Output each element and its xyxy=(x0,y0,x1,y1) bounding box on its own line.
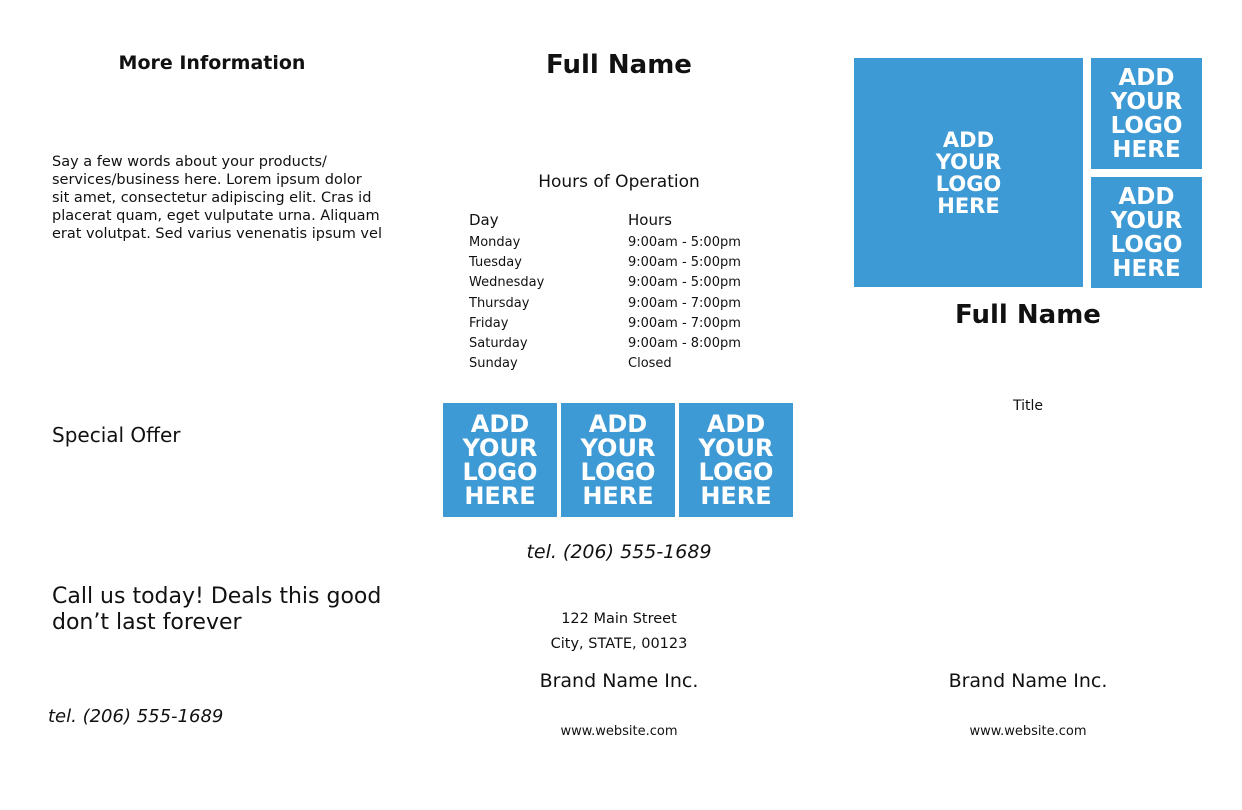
hours-day: Tuesday xyxy=(469,255,522,271)
hours-day: Saturday xyxy=(469,335,528,351)
street-address: 122 Main Street xyxy=(561,611,677,627)
hours-time: Closed xyxy=(628,356,672,372)
logo-placeholder-text: ADD YOUR LOGO HERE xyxy=(580,410,656,510)
hours-of-operation-title: Hours of Operation xyxy=(538,172,700,192)
hours-time: 9:00am - 7:00pm xyxy=(628,315,741,331)
logo-placeholder-text: ADD YOUR LOGO HERE xyxy=(462,410,538,510)
hours-time: 9:00am - 5:00pm xyxy=(628,235,741,250)
logo-placeholder-text: ADD YOUR LOGO HERE xyxy=(935,127,1002,218)
special-offer-heading: Special Offer xyxy=(52,423,181,447)
logo-placeholder-large xyxy=(854,58,1083,287)
table-row xyxy=(469,296,741,316)
phone-number-left: tel. (206) 555-1689 xyxy=(48,706,224,727)
logo-placeholder xyxy=(443,403,557,517)
table-row xyxy=(469,235,741,255)
table-row xyxy=(469,316,741,336)
hours-time: 9:00am - 7:00pm xyxy=(628,295,741,311)
table-row xyxy=(469,275,741,295)
phone-number-middle: tel. (206) 555-1689 xyxy=(526,541,712,563)
logo-placeholder xyxy=(679,403,793,517)
about-paragraph: Say a few words about your products/ services/business here. Lorem ipsum dolor sit amet, consectetur adipiscing elit. Cras id placerat quam, eget vulputate urna. Aliquam erat volutpat. Sed varius venenatis ipsum vel xyxy=(52,154,382,242)
website-middle: www.website.com xyxy=(560,724,678,739)
job-title: Title xyxy=(1012,398,1043,414)
full-name-heading: Full Name xyxy=(546,50,692,80)
logo-placeholder-text: ADD YOUR LOGO HERE xyxy=(1110,183,1183,282)
brand-name-right: Brand Name Inc. xyxy=(948,670,1108,692)
more-information-heading: More Information xyxy=(118,52,306,74)
hours-time: 9:00am - 5:00pm xyxy=(628,255,741,271)
hours-day: Wednesday xyxy=(469,275,545,291)
full-name-heading-right: Full Name xyxy=(955,300,1101,330)
table-row xyxy=(469,356,741,376)
logo-placeholder xyxy=(561,403,675,517)
hours-time: 9:00am - 8:00pm xyxy=(628,335,741,351)
logo-placeholder-text: ADD YOUR LOGO HERE xyxy=(1110,64,1183,163)
table-row xyxy=(469,336,741,356)
brand-name-middle: Brand Name Inc. xyxy=(539,670,699,692)
call-to-action-text: Call us today! Deals this good don’t last forever xyxy=(52,584,382,635)
logo-row xyxy=(443,403,793,517)
logo-placeholder-text: ADD YOUR LOGO HERE xyxy=(698,410,774,510)
website-right: www.website.com xyxy=(969,724,1087,739)
hours-day: Friday xyxy=(469,315,509,331)
hours-day: Thursday xyxy=(469,295,530,311)
hours-header-hours: Hours xyxy=(628,211,672,229)
logo-placeholder-small-bottom xyxy=(1091,177,1202,288)
hours-day: Sunday xyxy=(469,356,518,372)
logo-placeholder-small-top xyxy=(1091,58,1202,169)
hours-time: 9:00am - 5:00pm xyxy=(628,275,741,291)
table-row xyxy=(469,255,741,275)
hours-table-header xyxy=(469,211,741,235)
city-state-zip: City, STATE, 00123 xyxy=(550,636,688,652)
hours-table xyxy=(469,211,741,376)
hours-day: Monday xyxy=(469,235,521,250)
hours-header-day: Day xyxy=(469,211,499,229)
